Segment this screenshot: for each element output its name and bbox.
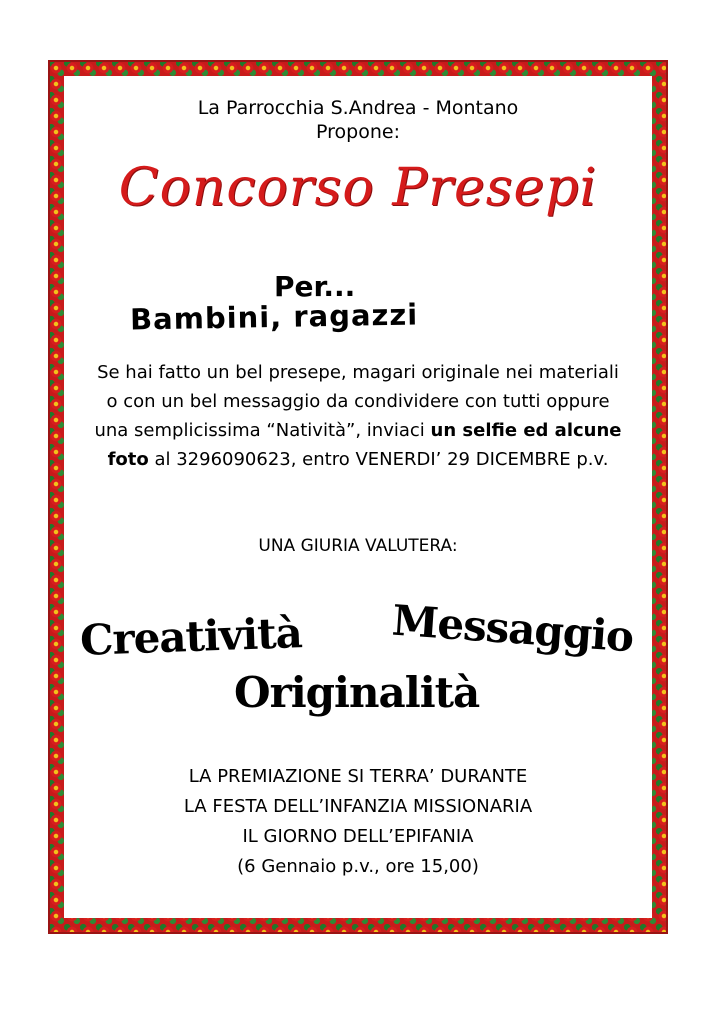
award-line-1: LA PREMIAZIONE SI TERRA’ DURANTE bbox=[188, 766, 528, 787]
subtitle-per: Per... bbox=[274, 270, 356, 303]
poster-title: Concorso Presepi bbox=[118, 158, 598, 218]
body-bold: un selfie ed alcune foto bbox=[107, 420, 622, 470]
jury-line: UNA GIURIA VALUTERA: bbox=[258, 536, 458, 556]
poster-content bbox=[64, 76, 652, 918]
award-line-4: (6 Gennaio p.v., ore 15,00) bbox=[237, 856, 479, 877]
criterion-originalita: Originalità bbox=[234, 668, 480, 717]
award-line-3: IL GIORNO DELL’EPIFANIA bbox=[242, 826, 474, 847]
award-info bbox=[64, 762, 652, 882]
body-text-1: Se hai fatto un bel presepe, magari originale nei materiali o con un bel messaggio da condividere con tutti oppure una semplicissima “Natività”, inviaci bbox=[94, 362, 619, 441]
body-text-2: al 3296090623, entro VENERDI’ 29 DICEMBRE p.v. bbox=[148, 449, 609, 470]
intro-text bbox=[64, 96, 652, 144]
criterion-messaggio: Messaggio bbox=[390, 595, 635, 662]
body-paragraph bbox=[94, 358, 622, 474]
criterion-creativita: Creatività bbox=[79, 608, 303, 665]
propone-line: Propone: bbox=[316, 121, 400, 143]
parish-line: La Parrocchia S.Andrea - Montano bbox=[197, 97, 519, 119]
subtitle-audience: Bambini, ragazzi bbox=[129, 297, 419, 337]
award-line-2: LA FESTA DELL’INFANZIA MISSIONARIA bbox=[183, 796, 533, 817]
